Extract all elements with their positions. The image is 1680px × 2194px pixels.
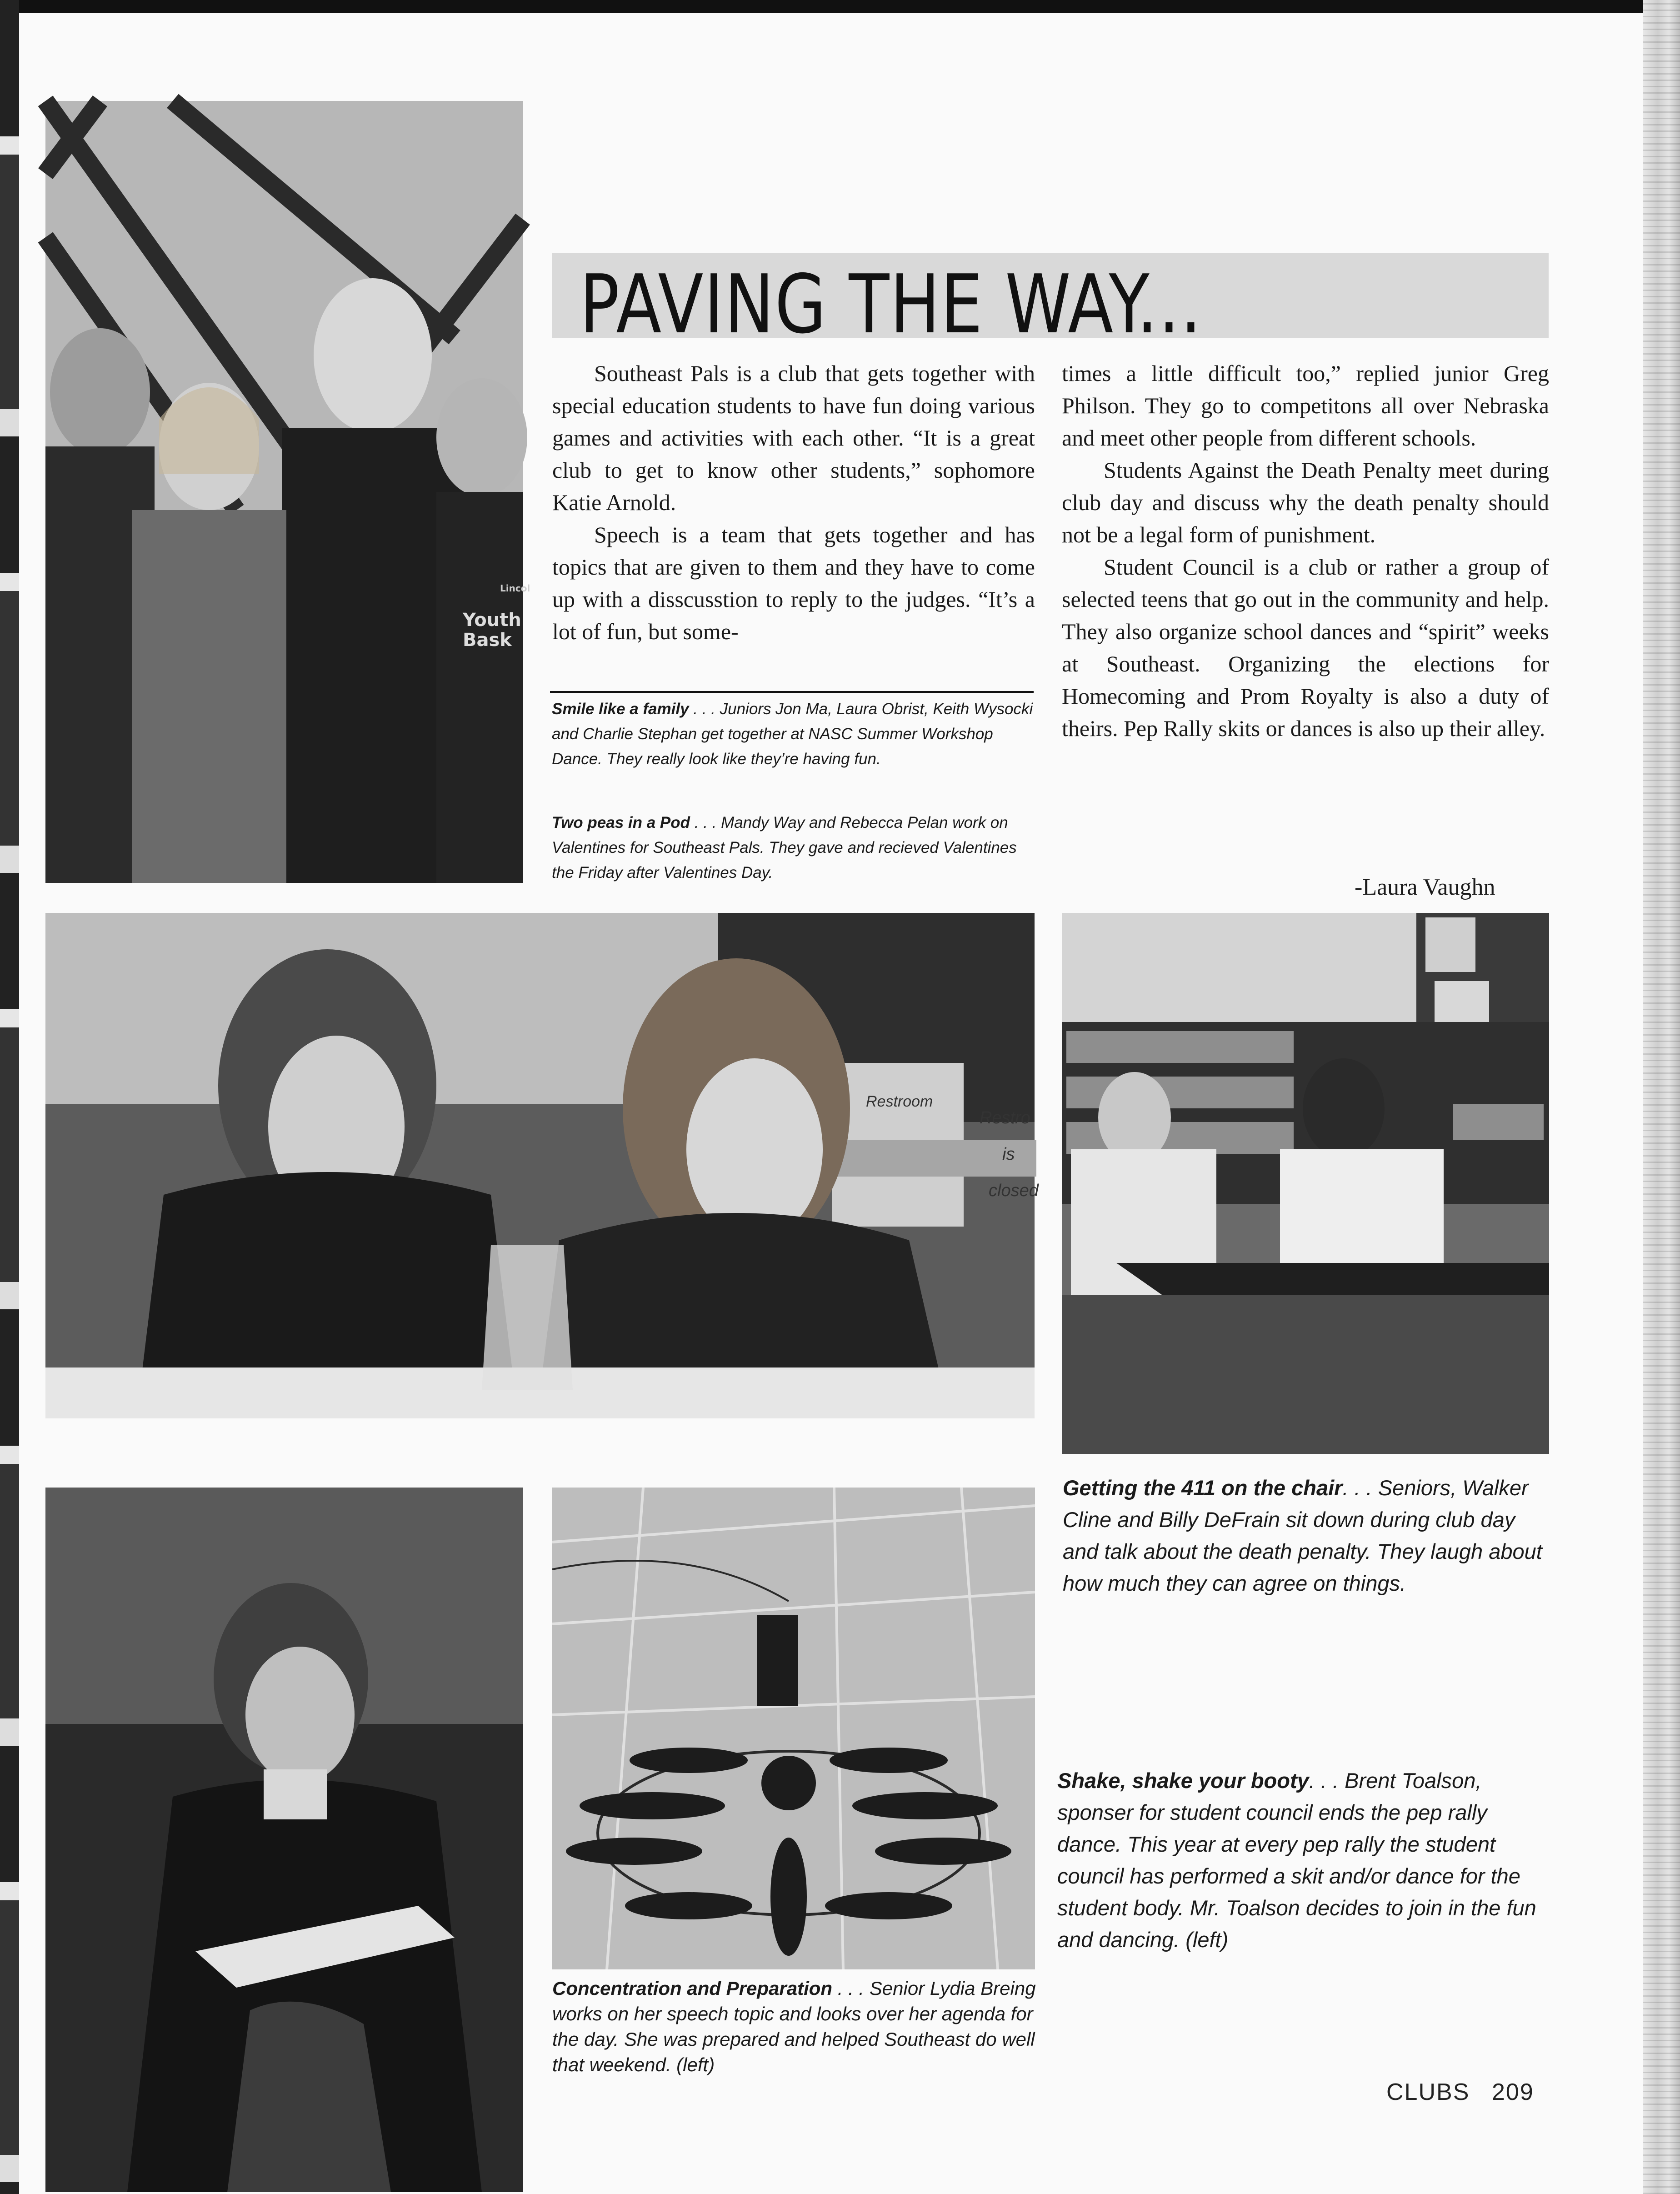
page-title: PAVING THE WAY... bbox=[580, 257, 1202, 351]
story-paragraph: Southeast Pals is a club that gets together with special education students to have fun doing various games and activities with each other. “It is a great club to get to know other students,” sophomore Katie Arnold. bbox=[552, 361, 1035, 515]
story-paragraph: Speech is a team that gets together and has topics that are given to them and they have to come up with a disscusstion to reply to the judges. “It’s a lot of fun, but some- bbox=[552, 522, 1035, 644]
caption-getting-the-411-on-the-chair bbox=[1063, 1472, 1549, 1599]
page-number: 209 bbox=[1492, 2079, 1534, 2105]
caption-text: . . . Seniors, Walker Cline and Billy DeFrain sit down during club day and talk about the death penalty. They laugh about how much they can agree on things. bbox=[1063, 1476, 1542, 1595]
sign-closed: closed bbox=[989, 1181, 1039, 1200]
caption-lead: Getting the 411 on the chair bbox=[1063, 1476, 1343, 1500]
photo-shirt-text: Youth Bask bbox=[463, 610, 521, 651]
photo-getting-the-411-on-the-chair bbox=[1062, 913, 1549, 1454]
caption-smile-like-a-family bbox=[552, 696, 1034, 771]
byline: -Laura Vaughn bbox=[1355, 874, 1495, 900]
headline-bar bbox=[552, 253, 1549, 351]
caption-text: . . . Juniors Jon Ma, Laura Obrist, Keith Wysocki and Charlie Stephan get together at NASC Summer Workshop Dance. They really look like they’re having fun. bbox=[552, 700, 1033, 768]
caption-lead: Shake, shake your booty bbox=[1057, 1768, 1309, 1793]
caption-lead: Two peas in a Pod bbox=[552, 814, 690, 832]
story-paragraph: Student Council is a club or rather a group of selected teens that go out in the community and help. They also organize school dances and “spirit” weeks at Southeast. Organizing the elections for Homecoming and Prom Royalty is also a duty of theirs. Pep Rally skits or dances is also up their alley. bbox=[1062, 554, 1549, 741]
caption-text: . . . Mandy Way and Rebecca Pelan work on Valentines for Southeast Pals. They gave and recieved Valentines the Friday after Valentines Day. bbox=[552, 814, 1017, 882]
caption-shake-shake-your-booty bbox=[1057, 1765, 1549, 1956]
story-paragraph: Students Against the Death Penalty meet during club day and discuss why the death penalty should not be a legal form of punishment. bbox=[1062, 457, 1549, 547]
photo-two-peas-in-a-pod bbox=[45, 913, 1039, 1418]
binding-edge-left bbox=[0, 0, 19, 2194]
sign-restroom-2: Restro bbox=[980, 1108, 1030, 1127]
sign-is: is bbox=[1002, 1145, 1015, 1164]
caption-lead: Smile like a family bbox=[552, 700, 689, 718]
section-label: CLUBS bbox=[1386, 2079, 1470, 2105]
caption-text: . . . Senior Lydia Breing works on her speech topic and looks over her agenda for the day. She was prepared and helped Southeast do well that weekend. (left) bbox=[552, 1978, 1036, 2075]
caption-concentration-and-preparation bbox=[552, 1976, 1039, 2078]
sign-restroom: Restroom bbox=[866, 1093, 933, 1110]
page-edge-right bbox=[1643, 0, 1680, 2194]
caption-two-peas-in-a-pod bbox=[552, 810, 1034, 885]
story-column-1 bbox=[552, 357, 1035, 648]
story-column-2 bbox=[1062, 357, 1549, 745]
photo-shake-shake-your-booty bbox=[552, 1488, 1035, 1969]
caption-text: . . . Brent Toalson, sponser for student council ends the pep rally dance. This year at every pep rally the student council has performed a skit and/or dance for the student body. Mr. Toalson decides to join in the fun and dancing. (left) bbox=[1057, 1768, 1536, 1952]
story-paragraph: times a little difficult too,” replied junior Greg Philson. They go to competitons all over Nebraska and meet other people from different schools. bbox=[1062, 361, 1549, 451]
caption-lead: Concentration and Preparation bbox=[552, 1978, 833, 1999]
photo-group-smile-like-a-family bbox=[45, 101, 530, 883]
photo-shirt-top-text: Lincol bbox=[500, 583, 530, 594]
caption-rule bbox=[550, 691, 1034, 693]
photo-concentration-and-preparation bbox=[45, 1488, 523, 2192]
